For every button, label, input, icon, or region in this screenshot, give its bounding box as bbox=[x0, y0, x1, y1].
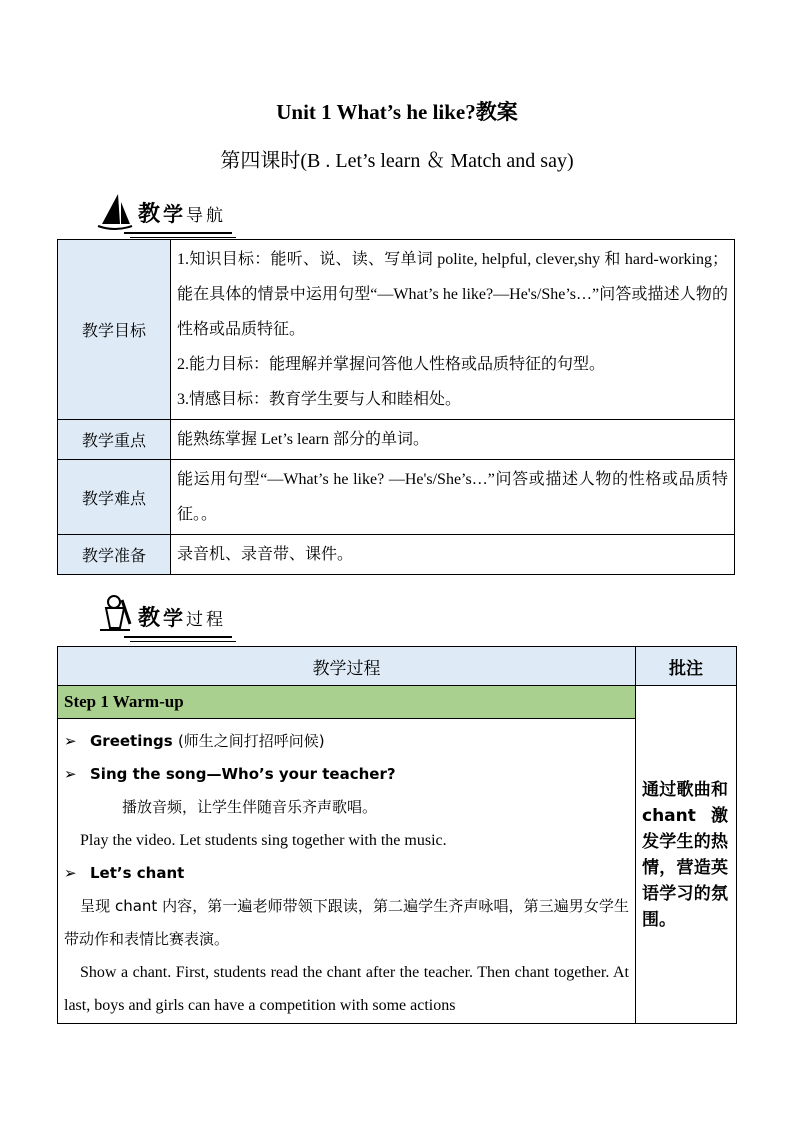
preparation-content: 录音机、录音带、课件。 bbox=[171, 535, 735, 575]
key-points-row bbox=[58, 420, 735, 460]
chant-instruction-cn: 呈现 chant 内容，第一遍老师带领下跟读，第二遍学生齐声咏唱，第三遍男女学生带动作和表情比赛表演。 bbox=[64, 897, 629, 948]
chant-instruction-en: Show a chant. First, students read the chant after the teacher. Then chant together. At last, boys and girls can have a competition with some actions bbox=[64, 964, 629, 1014]
difficulties-label: 教学难点 bbox=[58, 460, 171, 535]
sing-instruction-en: Play the video. Let students sing together with the music. bbox=[80, 832, 447, 849]
document-title: Unit 1 What’s he like?教案 bbox=[276, 100, 518, 124]
preparation-row bbox=[58, 535, 735, 575]
step-1-content-row bbox=[58, 719, 737, 1024]
step-1-content bbox=[58, 719, 636, 1024]
sailboat-icon bbox=[96, 190, 134, 230]
notes-column-header: 批注 bbox=[636, 647, 737, 686]
key-points-label: 教学重点 bbox=[58, 420, 171, 460]
process-column-header: 教学过程 bbox=[58, 647, 636, 686]
chant-item: ➢ Let’s chant bbox=[64, 857, 629, 890]
teaching-goals-table bbox=[57, 239, 735, 575]
teaching-process-heading: 教学过程 bbox=[96, 594, 226, 634]
step-1-note: 通过歌曲和 chant 激发学生的热情，营造英语学习的氛围。 bbox=[636, 686, 737, 1024]
goals-content bbox=[171, 240, 735, 420]
teaching-process-table bbox=[57, 646, 737, 1024]
greetings-item: ➢ Greetings (师生之间打招呼问候) bbox=[64, 725, 629, 758]
emotion-goal: 3.情感目标：教育学生要与人和睦相处。 bbox=[177, 391, 462, 408]
arrow-bullet-icon: ➢ bbox=[64, 765, 77, 783]
step-1-title: Step 1 Warm-up bbox=[58, 686, 636, 719]
difficulties-row bbox=[58, 460, 735, 535]
key-points-content: 能熟练掌握 Let’s learn 部分的单词。 bbox=[171, 420, 735, 460]
arrow-bullet-icon: ➢ bbox=[64, 732, 77, 750]
goals-row bbox=[58, 240, 735, 420]
sing-item: ➢ Sing the song—Who’s your teacher? bbox=[64, 758, 629, 791]
process-header-row bbox=[58, 647, 737, 686]
arrow-bullet-icon: ➢ bbox=[64, 864, 77, 882]
ability-goal: 2.能力目标：能理解并掌握问答他人性格或品质特征的句型。 bbox=[177, 356, 606, 373]
knowledge-goal: 1.知识目标：能听、说、读、写单词 polite, helpful, clever,shy 和 hard-working； 能在具体的情景中运用句型“—What’s he like?—He's/She’s…”问答或描述人物的性格或品质特征。 bbox=[177, 251, 728, 338]
step-1-row bbox=[58, 686, 737, 719]
pencil-figure-icon bbox=[96, 594, 134, 634]
goals-label: 教学目标 bbox=[58, 240, 171, 420]
teaching-navigation-heading: 教学导航 bbox=[96, 190, 226, 230]
document-subtitle: 第四课时(B . Let’s learn ＆ Match and say) bbox=[220, 150, 574, 172]
difficulties-content: 能运用句型“—What’s he like? —He's/She’s…”问答或描述人物的性格或品质特征。。 bbox=[171, 460, 735, 535]
sing-instruction-cn: 播放音频，让学生伴随音乐齐声歌唱。 bbox=[122, 798, 378, 816]
preparation-label: 教学准备 bbox=[58, 535, 171, 575]
